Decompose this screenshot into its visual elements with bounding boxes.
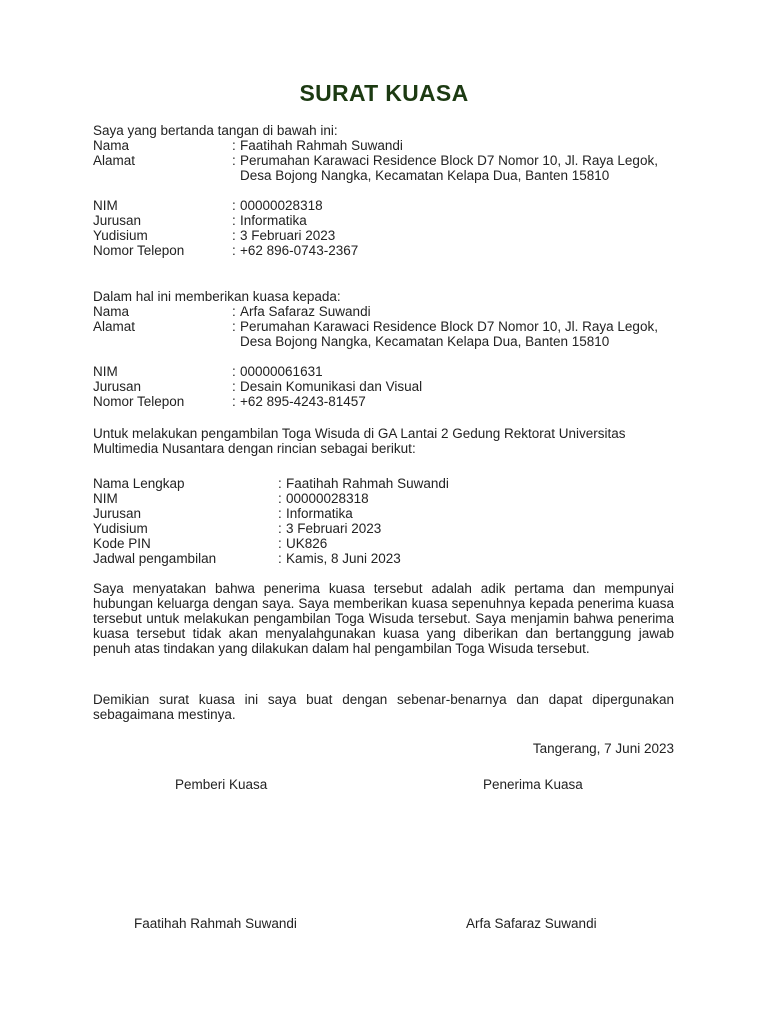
detail-nim-row xyxy=(93,491,693,506)
grantee-address-row xyxy=(93,319,693,364)
field-colon: : xyxy=(278,536,282,551)
grantor-phone-row xyxy=(93,243,693,258)
field-value: 00000028318 xyxy=(286,491,369,506)
field-value: 3 Februari 2023 xyxy=(286,521,382,536)
grantee-signature-name: Arfa Safaraz Suwandi xyxy=(466,916,597,931)
field-label: Nomor Telepon xyxy=(93,243,185,258)
grantor-intro: Saya yang bertanda tangan di bawah ini: xyxy=(93,123,338,138)
detail-yudisium-row xyxy=(93,521,693,536)
grantor-name-row xyxy=(93,138,693,153)
field-value: +62 896-0743-2367 xyxy=(240,243,359,258)
grantor-role-label: Pemberi Kuasa xyxy=(175,777,268,792)
field-colon: : xyxy=(278,506,282,521)
field-colon: : xyxy=(278,491,282,506)
field-value: 00000061631 xyxy=(240,364,323,379)
field-label: NIM xyxy=(93,491,118,506)
field-label: Jadwal pengambilan xyxy=(93,551,217,566)
field-colon: : xyxy=(232,213,236,228)
field-colon: : xyxy=(278,476,282,491)
field-label: Nomor Telepon xyxy=(93,394,185,409)
field-label: Alamat xyxy=(93,319,136,334)
field-value: Kamis, 8 Juni 2023 xyxy=(286,551,401,566)
field-label: Nama xyxy=(93,304,130,319)
field-label: Jurusan xyxy=(93,506,142,521)
field-colon: : xyxy=(232,364,236,379)
field-colon: : xyxy=(232,304,236,319)
purpose-paragraph: Untuk melakukan pengambilan Toga Wisuda di GA Lantai 2 Gedung Rektorat Universitas Multimedia Nusantara dengan rincian sebagai berikut: xyxy=(93,426,626,456)
field-label: NIM xyxy=(93,198,118,213)
statement-paragraph: Saya menyatakan bahwa penerima kuasa tersebut adalah adik pertama dan mempunyai hubungan keluarga dengan saya. Saya memberikan kuasa sepenuhnya kepada penerima kuasa tersebut untuk melakukan pengambilan Toga Wisuda tersebut. Saya menjamin bahwa penerima kuasa tersebut tidak akan menyalahgunakan kuasa yang diberikan dan bertanggung jawab penuh atas tindakan yang dilakukan dalam hal pengambilan Toga Wisuda tersebut. xyxy=(93,581,674,656)
field-colon: : xyxy=(232,379,236,394)
grantor-yudisium-row xyxy=(93,228,693,243)
closing-paragraph: Demikian surat kuasa ini saya buat dengan sebenar-benarnya dan dapat dipergunakan sebagaimana mestinya. xyxy=(93,692,674,722)
detail-major-row xyxy=(93,506,693,521)
field-colon: : xyxy=(232,138,236,153)
field-value: Informatika xyxy=(240,213,307,228)
field-colon: : xyxy=(232,394,236,409)
field-label: Kode PIN xyxy=(93,536,151,551)
field-value: Faatihah Rahmah Suwandi xyxy=(286,476,449,491)
field-value: Faatihah Rahmah Suwandi xyxy=(240,138,403,153)
field-value: +62 895-4243-81457 xyxy=(240,394,366,409)
details-fields xyxy=(93,476,693,566)
field-label: Nama Lengkap xyxy=(93,476,185,491)
field-label: NIM xyxy=(93,364,118,379)
grantee-role-label: Penerima Kuasa xyxy=(483,777,583,792)
field-label: Yudisium xyxy=(93,521,148,536)
field-label: Nama xyxy=(93,138,130,153)
field-value: Desain Komunikasi dan Visual xyxy=(240,379,423,394)
field-value: Arfa Safaraz Suwandi xyxy=(240,304,371,319)
field-colon: : xyxy=(232,319,236,334)
grantor-fields xyxy=(93,138,693,258)
grantee-major-row xyxy=(93,379,693,394)
grantor-nim-row xyxy=(93,198,693,213)
field-value: Perumahan Karawaci Residence Block D7 Nomor 10, Jl. Raya Legok, Desa Bojong Nangka, Kecamatan Kelapa Dua, Banten 15810 xyxy=(240,153,658,183)
field-value: 00000028318 xyxy=(240,198,323,213)
grantor-address-row xyxy=(93,153,693,198)
field-value: 3 Februari 2023 xyxy=(240,228,336,243)
grantor-major-row xyxy=(93,213,693,228)
grantee-intro: Dalam hal ini memberikan kuasa kepada: xyxy=(93,289,341,304)
field-label: Jurusan xyxy=(93,213,142,228)
field-value: UK826 xyxy=(286,536,328,551)
grantee-fields xyxy=(93,304,693,409)
detail-fullname-row xyxy=(93,476,693,491)
field-label: Alamat xyxy=(93,153,136,168)
detail-pin-row xyxy=(93,536,693,551)
grantee-nim-row xyxy=(93,364,693,379)
field-value: Perumahan Karawaci Residence Block D7 Nomor 10, Jl. Raya Legok, Desa Bojong Nangka, Kecamatan Kelapa Dua, Banten 15810 xyxy=(240,319,658,349)
field-colon: : xyxy=(232,198,236,213)
grantee-phone-row xyxy=(93,394,693,409)
field-colon: : xyxy=(232,153,236,168)
detail-schedule-row xyxy=(93,551,693,566)
grantor-signature-name: Faatihah Rahmah Suwandi xyxy=(134,916,297,931)
field-colon: : xyxy=(232,243,236,258)
place-date: Tangerang, 7 Juni 2023 xyxy=(532,741,674,756)
field-value: Informatika xyxy=(286,506,353,521)
field-colon: : xyxy=(278,521,282,536)
field-colon: : xyxy=(232,228,236,243)
field-colon: : xyxy=(278,551,282,566)
field-label: Yudisium xyxy=(93,228,148,243)
document-title: SURAT KUASA xyxy=(299,80,469,106)
field-label: Jurusan xyxy=(93,379,142,394)
grantee-name-row xyxy=(93,304,693,319)
